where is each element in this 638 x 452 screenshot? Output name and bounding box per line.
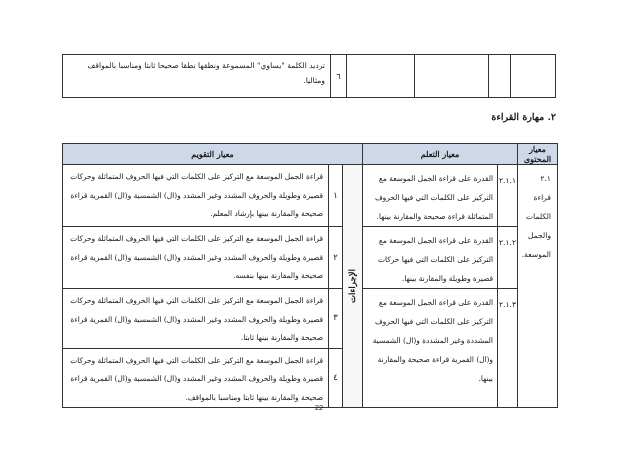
learning-standard-code: ٢.١.٢ [498, 238, 517, 247]
learning-standard-code: ٢.١.١ [498, 176, 517, 185]
top-row-text-cell [63, 55, 331, 98]
criterion-number: ٢ [329, 227, 343, 289]
content-standard-cell [518, 165, 558, 408]
learning-standard-cell [363, 227, 498, 289]
table-row [63, 227, 558, 289]
assessment-cell [63, 165, 329, 227]
learning-standard-cell [363, 165, 498, 227]
assessment-criterion: قراءة الجمل الموسعة مع التركيز على الكلمات التي فيها الحروف المتماثلة وحركات قصيرة وطويلة والحروف المشدد وغير المشدد و(ال) الشمسية و(ال) القمرية قراءة صحيحة والمقارنة بينها ثابتا. [70, 296, 323, 342]
assessment-criterion: قراءة الجمل الموسعة مع التركيز على الكلمات التي فيها الحروف المتماثلة وحركات قصيرة وطويلة والحروف المشدد وغير المشدد و(ال) الشمسية و(ال) القمرية قراءة صحيحة والمقارنة بينها بنفسه. [70, 234, 323, 280]
learning-standard-code: ٢.١.٣ [498, 300, 517, 309]
empty-cell [415, 55, 489, 98]
learning-standard-text: القدرة على قراءة الجمل الموسعة مع التركيز على الكلمات التي فيها حركات قصيرة وطويلة والمقارنة بينها. [377, 236, 493, 283]
criterion-number: ٤ [329, 348, 343, 408]
learning-standard-code-cell [498, 289, 518, 408]
table-header-row [63, 144, 558, 165]
learning-standard-code-cell [498, 165, 518, 227]
assessment-cell [63, 227, 329, 289]
learning-standard-code-cell [498, 227, 518, 289]
assessment-cell [63, 348, 329, 408]
empty-cell [347, 55, 415, 98]
procedures-cell [343, 165, 363, 408]
top-row-text: ترديد الكلمة "يساوي" المسموعة ونطقها نطقا صحيحا ثابتا ومناسبا بالمواقف ومثاليا. [87, 61, 325, 85]
top-row-number: ٦ [331, 55, 347, 98]
learning-standard-text: القدرة على قراءة الجمل الموسعة مع التركيز على الكلمات التي فيها الحروف المتماثلة قراءة صحيحة والمقارنة بينها. [374, 174, 493, 221]
assessment-cell [63, 289, 329, 349]
assessment-criterion: قراءة الجمل الموسعة مع التركيز على الكلمات التي فيها الحروف المتماثلة وحركات قصيرة وطويلة والحروف المشدد وغير المشدد و(ال) الشمسية و(ال) القمرية قراءة صحيحة والمقارنة بينها ثابتا ومناسبا بالمواقف. [70, 355, 323, 402]
empty-cell [511, 55, 556, 98]
content-standard-text: ٢.١ قراءة الكلمات والجمل الموسعة. [521, 174, 551, 259]
procedures-label: الإجراءات [347, 269, 358, 303]
header-learning-standard: معيار التعلم [363, 144, 518, 165]
section-title: ٢. مهارة القراءة [491, 112, 556, 123]
learning-standard-cell [363, 289, 498, 408]
criterion-number: ١ [329, 165, 343, 227]
assessment-criterion: قراءة الجمل الموسعة مع التركيز على الكلمات التي فيها الحروف المتماثلة وحركات قصيرة وطويلة والحروف المشدد وغير المشدد و(ال) الشمسية و(ال) القمرية قراءة صحيحة والمقارنة بينها بإرشاد المعلم. [70, 172, 323, 218]
learning-standard-text: القدرة على قراءة الجمل الموسعة مع التركيز على الكلمات التي فيها الحروف المشددة وغير المشددة و(ال) الشمسية و(ال) القمرية قراءة صحيحة والمقارنة بينها. [372, 298, 493, 383]
header-assessment-standard: معيار التقويم [63, 144, 363, 165]
empty-cell [489, 55, 511, 98]
criterion-number: ٣ [329, 289, 343, 349]
page-number: 22 [314, 403, 324, 412]
previous-table-row [62, 54, 556, 98]
reading-standards-table [62, 143, 558, 408]
table-row [63, 165, 558, 227]
table-row [63, 289, 558, 349]
header-content-standard: معيار المحتوى [518, 144, 558, 165]
